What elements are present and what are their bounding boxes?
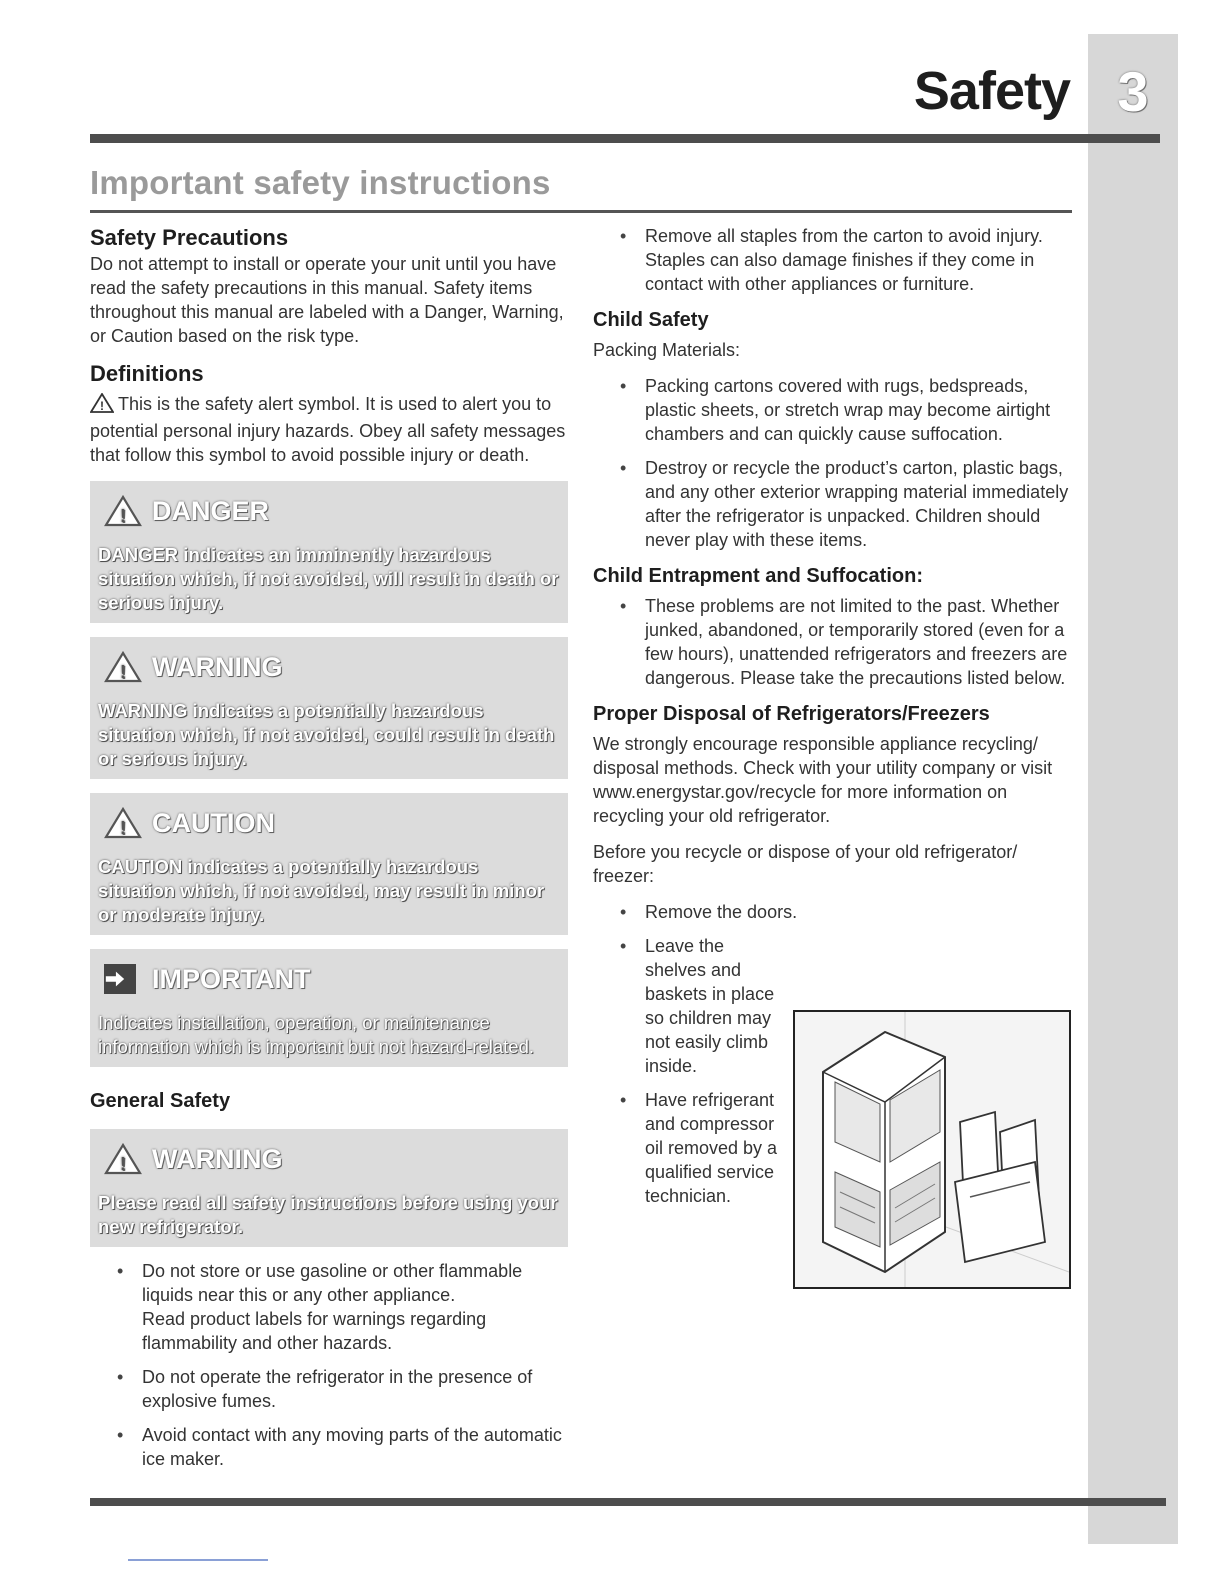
child-safety-intro: Packing Materials: bbox=[593, 340, 741, 360]
disposal-before-text: Before you recycle or dispose of your old refrigerator/ freezer: bbox=[593, 842, 1018, 886]
caution-box bbox=[90, 793, 568, 935]
definitions-paragraph bbox=[90, 392, 570, 467]
danger-label: DANGER bbox=[152, 495, 270, 526]
warning-box bbox=[90, 637, 568, 779]
warning-label: WARNING bbox=[152, 651, 283, 682]
list-item: • Avoid contact with any moving parts of the automatic ice maker. bbox=[90, 1423, 570, 1471]
general-warning-label: WARNING bbox=[152, 1143, 283, 1174]
section-heading: Important safety instructions bbox=[90, 164, 551, 201]
refrigerator-illustration bbox=[793, 1010, 1071, 1289]
footer-link-underline bbox=[128, 1559, 268, 1561]
staples-list bbox=[593, 224, 1078, 296]
list-item: • Leave the shelves and baskets in place so children may not easily climb inside. bbox=[593, 934, 785, 1078]
danger-text: DANGER indicates an imminently hazardous situation which, if not avoided, will result in death or serious injury. bbox=[98, 544, 559, 613]
caution-alert-icon bbox=[104, 807, 142, 839]
header-rule bbox=[90, 134, 1160, 143]
left-column bbox=[90, 224, 570, 1481]
list-item: • Remove all staples from the carton to avoid injury. Staples can also damage finishes if they come in contact with other appliances or furniture. bbox=[593, 224, 1078, 296]
list-item: • Do not operate the refrigerator in the presence of explosive fumes. bbox=[90, 1365, 570, 1413]
safety-precautions-text: Do not attempt to install or operate your unit until you have read the safety precautions in this manual. Safety items throughout this manual are labeled with a Danger, Warning, or Caution based on the risk type. bbox=[90, 254, 564, 346]
child-safety-list bbox=[593, 374, 1078, 552]
safety-alert-icon bbox=[90, 393, 114, 419]
entrapment-title: Child Entrapment and Suffocation: bbox=[593, 565, 923, 587]
chapter-title: Safety bbox=[913, 61, 1070, 121]
warning-text: WARNING indicates a potentially hazardous situation which, if not avoided, could result in death or serious injury. bbox=[98, 700, 555, 769]
warning-alert-icon bbox=[104, 651, 142, 683]
svg-text:!: ! bbox=[120, 1154, 126, 1174]
list-item bbox=[90, 1259, 570, 1355]
list-item-text: Read product labels for warnings regarding flammability and other hazards. bbox=[142, 1309, 487, 1353]
caution-text: CAUTION indicates a potentially hazardous situation which, if not avoided, may result in minor or moderate injury. bbox=[98, 856, 545, 925]
important-header bbox=[98, 957, 560, 1001]
footer-rule bbox=[90, 1498, 1166, 1506]
chapter-side-tab bbox=[1088, 34, 1178, 1544]
svg-text:!: ! bbox=[100, 399, 104, 413]
important-box bbox=[90, 949, 568, 1067]
disposal-text: We strongly encourage responsible appliance recycling/ disposal methods. Check with your utility company or visit www.energystar.gov/recycle for more information on recycling your old refrigerator. bbox=[593, 734, 1053, 826]
definitions-title: Definitions bbox=[90, 361, 204, 386]
general-safety-list bbox=[90, 1259, 570, 1471]
danger-header bbox=[98, 489, 560, 533]
list-item: • Packing cartons covered with rugs, bedspreads, plastic sheets, or stretch wrap may become airtight chambers and can quickly cause suffocation. bbox=[593, 374, 1078, 446]
refrigerator-doors-removed-icon bbox=[795, 1012, 1069, 1287]
general-warning-header bbox=[98, 1137, 560, 1181]
list-item: • Destroy or recycle the product’s carton, plastic bags, and any other exterior wrapping material immediately after the refrigerator is unpacked. Children should never play with these items. bbox=[593, 456, 1078, 552]
svg-text:!: ! bbox=[120, 506, 126, 526]
child-safety-title: Child Safety bbox=[593, 309, 709, 331]
list-item: • These problems are not limited to the past. Whether junked, abandoned, or temporarily stored (even for a few hours), unattended refrigerators and freezers are dangerous. Please take the precautions listed below. bbox=[593, 594, 1078, 690]
list-item: • Remove the doors. bbox=[593, 900, 1078, 924]
important-label: IMPORTANT bbox=[152, 963, 311, 994]
safety-precautions-title: Safety Precautions bbox=[90, 225, 289, 250]
section-rule bbox=[90, 210, 1072, 213]
list-item-text: Do not store or use gasoline or other flammable liquids near this or any other appliance. bbox=[142, 1261, 523, 1305]
general-warning-box bbox=[90, 1129, 568, 1247]
caution-header bbox=[98, 801, 560, 845]
general-warning-alert-icon bbox=[104, 1143, 142, 1175]
definitions-text: This is the safety alert symbol. It is used to alert you to potential personal injury hazards. Obey all safety messages that follow this symbol to avoid possible injury or death. bbox=[90, 394, 566, 465]
list-item: • Have refrigerant and compressor oil removed by a qualified service technician. bbox=[593, 1088, 785, 1208]
chapter-number: 3 bbox=[1117, 60, 1149, 123]
important-text: Indicates installation, operation, or maintenance information which is important but not hazard-related. bbox=[98, 1012, 534, 1057]
danger-alert-icon bbox=[104, 495, 142, 527]
warning-header bbox=[98, 645, 560, 689]
disposal-title: Proper Disposal of Refrigerators/Freezers bbox=[593, 703, 990, 725]
svg-text:!: ! bbox=[120, 662, 126, 682]
svg-text:!: ! bbox=[120, 818, 126, 838]
arrow-right-icon bbox=[104, 964, 136, 994]
general-warning-text: Please read all safety instructions before using your new refrigerator. bbox=[98, 1192, 558, 1237]
entrapment-list bbox=[593, 594, 1078, 690]
danger-box bbox=[90, 481, 568, 623]
general-safety-title: General Safety bbox=[90, 1090, 231, 1112]
caution-label: CAUTION bbox=[152, 807, 275, 838]
